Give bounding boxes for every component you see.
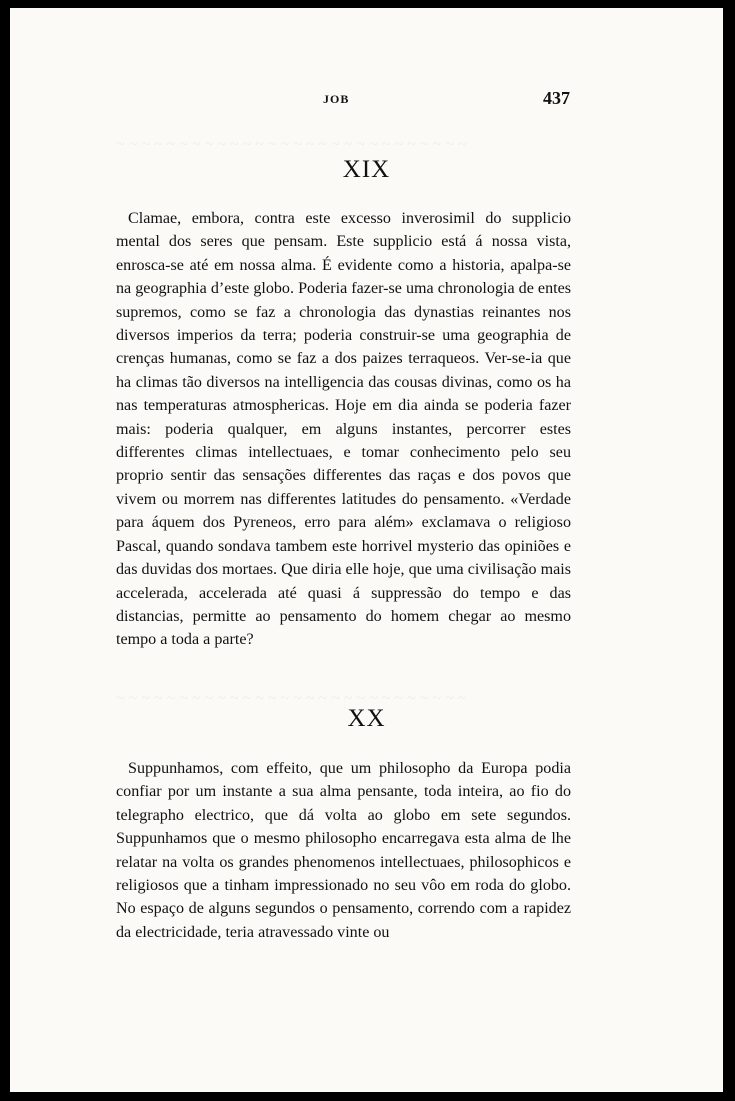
section-heading-xix: XIX xyxy=(342,156,391,183)
show-through-text: ~ ~ ~ ~ ~ ~ ~ ~ ~ ~ ~ ~ ~ ~ ~ ~ ~ ~ ~ ~ ~ ~ ~ ~ ~ ~ ~ ~ xyxy=(116,690,467,707)
running-title: JOB xyxy=(323,92,350,106)
book-page xyxy=(10,8,723,1092)
page-number: 437 xyxy=(543,88,570,108)
paragraph-xix: Clamae, embora, contra este excesso inverosimil do supplicio mental dos seres que pensam. Este supplicio está á nossa vista, enrosca-se até em nossa alma. É evidente como a historia, apalpa-se na geographia d’este globo. Poderia fazer-se uma chronologia de entes supremos, como se faz a chronologia das dynastias reinantes nos diversos imperios da terra; poderia construir-se uma geographia de crenças humanas, como se faz a dos paizes terraqueos. Ver-se-ia que ha climas tão diversos na intelligencia das cousas divinas, como os ha nas temperaturas atmosphericas. Hoje em dia ainda se poderia fazer mais: poderia qualquer, em alguns instantes, percorrer estes differentes climas intellectuaes, e tomar conhecimento pelo seu proprio sentir das sensações differentes das raças e dos povos que vivem ou morrem nas differentes latitudes do pensamento. «Verdade para áquem dos Pyreneos, erro para além» exclamava o religioso Pascal, quando sondava tambem este horrivel mysterio das opiniões e das duvidas dos mortaes. Que diria elle hoje, que uma civilisação mais accelerada, accelerada até quasi á suppressão do tempo e das distancias, permitte ao pensamento do homem chegar ao mesmo tempo a toda a parte? xyxy=(116,210,571,649)
section-heading-xx: XX xyxy=(347,705,386,732)
paragraph-xx: Suppunhamos, com effeito, que um philosopho da Europa podia confiar por um instante a sua alma pensante, toda inteira, ao fio do telegrapho electrico, que dá volta ao globo em sete segundos. Suppunhamos que o mesmo philosopho encarregava esta alma de lhe relatar na volta os grandes phenomenos intellectuaes, philosophicos e religiosos que a tinham impressionado no seu vôo em roda do globo. No espaço de alguns segundos o pensamento, correndo com a rapidez da electricidade, teria atravessado vinte ou xyxy=(116,760,571,941)
show-through-text: ~ ~ ~ ~ ~ ~ ~ ~ ~ ~ ~ ~ ~ ~ ~ ~ ~ ~ ~ ~ ~ ~ ~ ~ ~ ~ ~ ~ xyxy=(116,136,467,153)
running-head xyxy=(10,88,723,112)
